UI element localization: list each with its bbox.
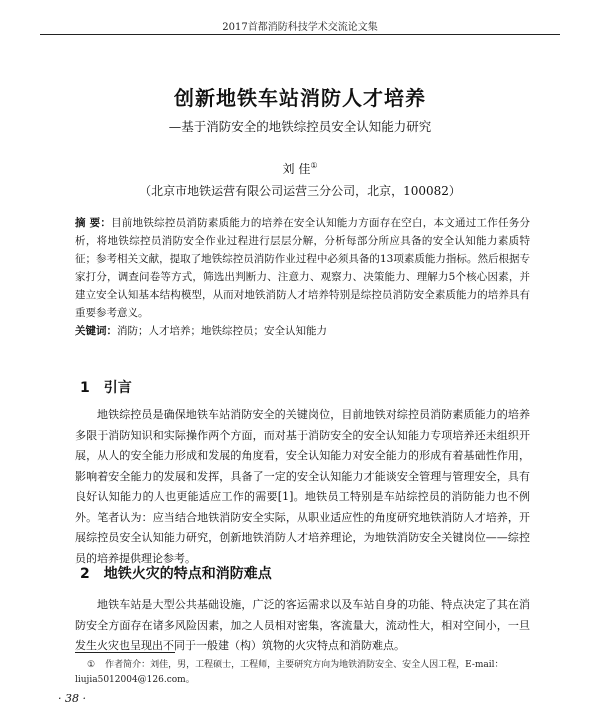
footnote-rule: [75, 652, 175, 653]
author-affiliation: （北京市地铁运营有限公司运营三分公司，北京，100082）: [139, 184, 461, 198]
author-name: 刘 佳: [282, 162, 311, 176]
article-title: 创新地铁车站消防人才培养: [174, 86, 426, 110]
section-number: 1: [80, 380, 90, 396]
keywords-text: 消防；人才培养；地铁综控员；安全认知能力: [117, 325, 327, 337]
section-title: 引言: [103, 380, 132, 396]
fire-characteristics-paragraph: 地铁车站是大型公共基础设施，广泛的客运需求以及车站自身的功能、特点决定了其在消防安全方面存在诸多风险因素，加之人员相对密集，客流量大，流动性大，相对空间小，一旦发生火灾也呈现出不同于一般建（构）筑物的火灾特点和消防难点。: [75, 598, 530, 652]
keywords: [75, 322, 530, 340]
keywords-label: 关键词：: [75, 325, 117, 337]
author-footnote-mark: ①: [310, 161, 318, 170]
header-rule: [40, 34, 560, 35]
running-header: 2017首都消防科技学术交流论文集: [222, 22, 378, 33]
author-line: [0, 160, 600, 177]
abstract: [75, 214, 530, 322]
section-heading-introduction: [80, 377, 132, 397]
page-number: · 38 ·: [58, 692, 86, 705]
abstract-label: 摘 要：: [75, 217, 112, 229]
abstract-text: 目前地铁综控员消防素质能力的培养在安全认知能力方面存在空白，本文通过工作任务分析，将地铁综控员消防安全作业过程进行层层分解，分析每部分所应具备的安全认知能力素质特征；参考相关文献，提取了地铁综控员消防作业过程中必须具备的13项素质能力指标。然后根据专家打分，调查问卷等方式，筛选出判断力、注意力、观察力、决策能力、理解力5个核心因素，并建立安全认知基本结构模型，从而对地铁消防人才培养特别是综控员消防安全素质能力的培养具有重要参考意义。: [75, 217, 530, 319]
footnote-text: 作者简介：刘佳，男，工程硕士，工程师，主要研究方向为地铁消防安全、安全人因工程，E-mail：liujia5012004@126.com。: [75, 660, 504, 685]
section-title: 地铁火灾的特点和消防难点: [103, 566, 272, 582]
article-subtitle: —基于消防安全的地铁综控员安全认知能力研究: [168, 119, 432, 134]
introduction-paragraph: 地铁综控员是确保地铁车站消防安全的关键岗位，目前地铁对综控员消防素质能力的培养多限于消防知识和实际操作两个方面，而对基于消防安全的安全认知能力专项培养还未组织开展，从人的安全能力形成和发展的角度看，安全认知能力对安全能力的形成有着基础性作用，影响着安全能力的发展和发挥，具备了一定的安全认知能力才能谈安全管理与管理安全，具有良好认知能力的人也更能适应工作的需要[1]。地铁员工特别是车站综控员的消防能力也不例外。笔者认为：应当结合地铁消防安全实际，从职业适应性的角度研究地铁消防人才培养，开展综控员安全认知能力研究，创新地铁消防人才培养理论，为地铁消防安全关键岗位——综控员的培养提供理论参考。: [75, 408, 530, 565]
footnote-mark: ①: [87, 660, 96, 670]
section-heading-fire-characteristics: [80, 563, 272, 583]
section-number: 2: [80, 566, 90, 582]
footnote: [75, 658, 535, 688]
